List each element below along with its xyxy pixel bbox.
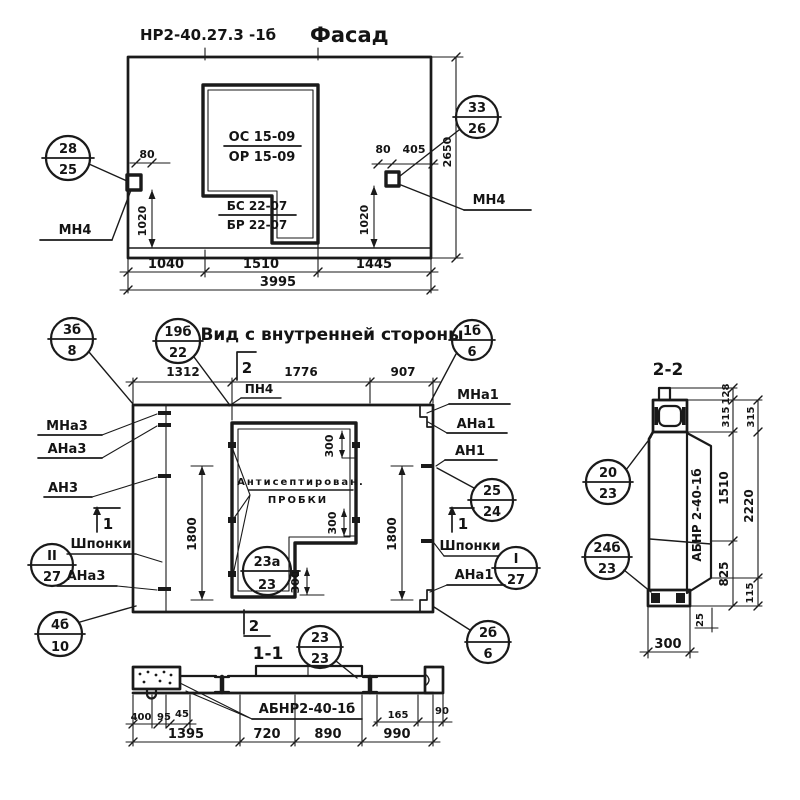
label-leader (117, 586, 157, 590)
callout-top: I (513, 552, 519, 567)
drawing-code: НР2-40.27.3 -1б (140, 26, 277, 44)
facade-view (40, 23, 531, 294)
label-an1: АН1 (455, 444, 485, 459)
section-marker-2-top-label: 2 (241, 359, 253, 377)
dim-1510: 1510 (717, 471, 731, 505)
label-shponki-left: Шпонки (70, 537, 132, 552)
s2-left-edge (649, 432, 653, 590)
s1-rib-profile-b (363, 677, 377, 692)
callout-top: 20 (598, 466, 618, 481)
label-leaders (180, 683, 252, 719)
s2-part-label: АБНР 2-40-1б (690, 468, 704, 562)
callout-bottom: 27 (42, 570, 62, 585)
s2-bottom-fill (676, 593, 685, 603)
dim-115: 115 (745, 582, 756, 604)
dim-90: 90 (435, 706, 449, 717)
label-shponki-right: Шпонки (439, 539, 501, 554)
anchor-plate-right (386, 172, 399, 186)
callout-24b-23 (582, 535, 651, 592)
window-mark-line1: ОС 15-09 (228, 130, 296, 145)
label-ana3-bottom: АНа3 (66, 569, 106, 584)
callout-4b-10 (35, 606, 136, 656)
inner-view (28, 318, 540, 678)
callout-top: 4б (50, 618, 70, 633)
callout-leader (437, 468, 474, 488)
dim-128: 128 (721, 383, 732, 405)
dim-line (300, 568, 324, 595)
section-marker-1-left-label: 1 (102, 515, 114, 533)
dim-ext (133, 378, 433, 420)
section-2-2 (582, 360, 762, 658)
callout-top: 25 (482, 484, 502, 499)
inner-view-outline (133, 405, 433, 612)
callout-bottom: 27 (506, 573, 526, 588)
dim-1020-right: 1020 (358, 204, 371, 236)
callout-bottom: 6 (483, 647, 493, 662)
callout-top: 1б (462, 324, 482, 339)
s2-channel-wall (682, 407, 686, 425)
s1-raised-plate (256, 666, 362, 676)
dim-2220: 2220 (742, 489, 756, 523)
callout-bottom: 23 (257, 578, 277, 593)
callout-3b-8 (48, 318, 133, 404)
callout-bottom: 22 (168, 346, 188, 361)
callout-bottom: 8 (67, 344, 77, 359)
dim-300-bottom: 300 (654, 637, 682, 652)
door-mark-line1: БС 22-07 (226, 199, 288, 213)
anchor-label-left: МН4 (58, 223, 92, 238)
callout-top: 24б (593, 541, 621, 556)
dim-907: 907 (390, 365, 416, 379)
dim-1510: 1510 (242, 257, 280, 272)
dim-890: 890 (314, 727, 342, 742)
callout-top: 23а (253, 555, 281, 570)
callout-top: 3б (62, 323, 82, 338)
dim-300-c: 300 (289, 570, 302, 594)
callout-top: 33 (467, 101, 487, 116)
callout-top: 19б (164, 325, 192, 340)
inner-view-title: Вид с внутренней стороны (200, 325, 464, 345)
callout-leader (80, 606, 136, 622)
facade-title: Фасад (310, 23, 389, 47)
callout-bottom: 23 (597, 562, 617, 577)
plug-note-line1: Антисептирован. (237, 477, 365, 488)
label-ana3-top: АНа3 (47, 442, 87, 457)
s1-rib-profile-a (215, 677, 229, 692)
label-mna3: МНа3 (46, 419, 88, 434)
plug-note-line2: ПРОБКИ (267, 495, 329, 506)
dim-1445: 1445 (355, 257, 393, 272)
dim-1395: 1395 (167, 727, 205, 742)
dim-25: 25 (695, 613, 706, 627)
callout-bottom: 26 (467, 122, 487, 137)
dim-3995: 3995 (259, 275, 297, 290)
label-leader (102, 426, 157, 458)
dim-80-right: 80 (375, 143, 391, 156)
dim-720: 720 (253, 727, 281, 742)
callout-leader (89, 352, 133, 404)
callout-leader (430, 354, 456, 403)
callout-23-23 (297, 626, 357, 678)
callout-2b-6 (434, 607, 511, 663)
callout-bottom: 23 (598, 487, 618, 502)
dim-300-b: 300 (326, 511, 339, 535)
dim-1800-left: 1800 (185, 517, 199, 551)
callout-28-25 (42, 136, 127, 181)
callout-bottom: 23 (310, 652, 330, 667)
dim-45: 45 (175, 709, 189, 720)
dim-80-left: 80 (139, 148, 155, 161)
label-leader (436, 460, 445, 466)
callout-top: 23 (310, 631, 330, 646)
section-1-1 (126, 666, 452, 746)
dim-315-a: 315 (721, 406, 732, 428)
s2-channel-wall (655, 407, 659, 425)
door-mark-line2: БР 22-07 (226, 218, 288, 232)
callout-bottom: 24 (482, 505, 502, 520)
callout-top: II (47, 549, 57, 564)
dim-1020-left: 1020 (136, 205, 149, 237)
section-marker-1-right-label: 1 (457, 515, 469, 533)
callout-leader (624, 570, 651, 592)
label-mna1: МНа1 (457, 388, 499, 403)
notch-bottom-right (420, 590, 433, 612)
label-an3: АН3 (48, 481, 78, 496)
dim-400: 400 (130, 712, 152, 723)
dim-165: 165 (387, 710, 409, 721)
section-marker-2-bottom-label: 2 (248, 617, 260, 635)
dim-1312: 1312 (166, 365, 200, 379)
dim-300-a: 300 (323, 434, 336, 458)
dim-405: 405 (402, 143, 426, 156)
pn4-label: ПН4 (244, 382, 274, 396)
section-1-1-title: 1-1 (252, 644, 284, 664)
dim-95: 95 (157, 712, 171, 723)
callout-25-24 (437, 468, 516, 521)
callout-bottom: 10 (50, 640, 70, 655)
label-leader (102, 414, 157, 435)
callout-bottom: 25 (58, 163, 78, 178)
callout-leader (626, 437, 651, 470)
s1-aggregate-dots (139, 671, 173, 685)
dim-1040: 1040 (147, 257, 185, 272)
callout-20-23 (583, 437, 651, 504)
window-mark-line2: ОР 15-09 (228, 150, 296, 165)
label-leader (401, 185, 464, 210)
dim-825: 825 (717, 561, 731, 587)
label-ana1-bottom: АНа1 (454, 568, 494, 583)
s1-part-label: АБНР2-40-1б (258, 702, 356, 717)
s2-channel-hole (659, 406, 681, 426)
dim-1776: 1776 (284, 365, 318, 379)
dim-1800-right: 1800 (385, 517, 399, 551)
s1-left-block (133, 667, 180, 689)
dim-990: 990 (383, 727, 411, 742)
callout-leader (434, 607, 470, 630)
callout-leader (89, 164, 127, 181)
callout-top: 28 (58, 142, 78, 157)
section-2-2-title: 2-2 (652, 360, 684, 380)
dim-2650: 2650 (441, 136, 454, 168)
s2-bottom-fill (651, 593, 660, 603)
callout-bottom: 6 (467, 345, 477, 360)
anchor-label-right: МН4 (472, 193, 506, 208)
callout-top: 2б (478, 626, 498, 641)
label-leader (92, 477, 157, 497)
label-leader (136, 554, 162, 562)
s1-right-channel (425, 667, 443, 693)
label-ana1-top: АНа1 (456, 417, 496, 432)
s2-top-tab (659, 388, 670, 400)
dim-315-b: 315 (746, 406, 757, 428)
